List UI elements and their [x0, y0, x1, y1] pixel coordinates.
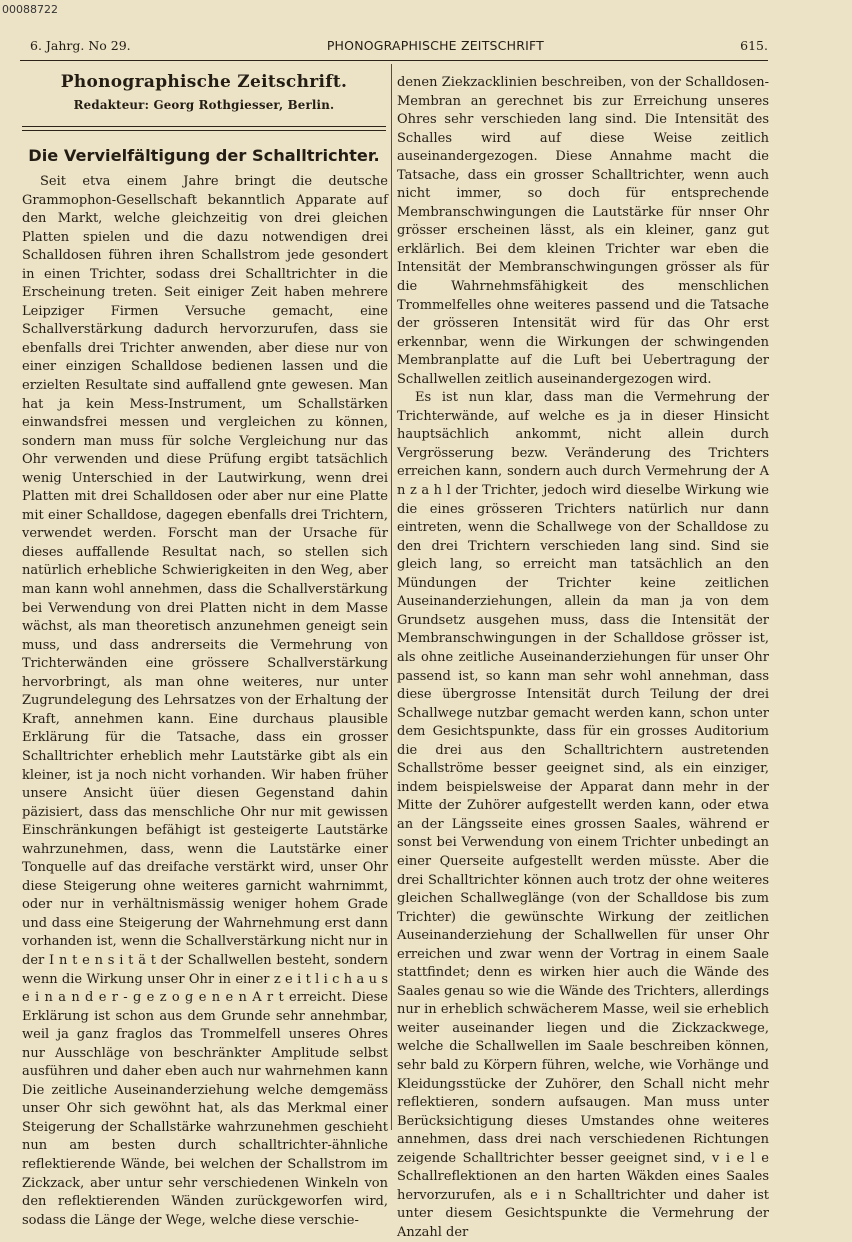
right-column-paragraph: Es ist nun klar, dass man die Vermehrung der Trichterwände, auf welche es ja in dieser Hinsicht hauptsächlich ankommt, nicht allein durch Vergrösserung bezw. Veränderung des Trichters erreichen kann, sondern auch durch Vermehrung der A n z a h l der Trichter, jedoch wird dieselbe Wirkung wie die eines grösseren Trichters natürlich nur dann eintreten, wenn die Schallwege von der Schalldose zu den drei Trichtern verschieden lang sind. Sind sie gleich lang, so erreicht man tatsächlich an den Mündungen der Trichter keine zeitlichen Auseinanderziehungen, allein da man ja von dem Grundsetz ausgehen muss, dass die Intensität der Membranschwingungen in der Schalldose grösser ist, als ohne zeitliche Auseinanderziehungen für unser Ohr passend ist, so kann man sehr wohl annehman, dass diese übergrosse Intensität durch Teilung der drei Schallwege nutzbar gemacht werden kann, schon unter dem Gesichtspunkte, dass für ein grosses Auditorium die drei aus den Schalltrichtern austretenden Schallströme besser geeignet sind, als ein einziger, indem beispielsweise der Apparat dann mehr in der Mitte der Zuhörer aufgestellt werden kann, oder etwa an der Längsseite eines grossen Saales, während er sonst bei Verwendung von einem Trichter unbedingt an einer Querseite aufgestellt werden müsste. Aber die drei Schalltrichter können auch trotz der ohne weiteres gleichen Schallweglänge (von der Schalldose bis zum Trichter) die gewünschte Wirkung der zeitlichen Auseinanderziehung der Schallwellen für unser Ohr erreichen und zwar wenn der Vortrag in einem Saale stattfindet; denn es wirken hier auch die Wände des Saales genau so wie die Wände des Trichters, allerdings nur in erheblich schwächerem Masse, weil sie erheblich weiter auseinander liegen und die Zickzackwege, welche die Schallwellen im Saale beschreiben können, sehr bald zu Körpern führen, welche, wie Vorhänge und Kleidungsstücke der Zuhörer, den Schall nicht mehr reflektieren, sondern aufsaugen. Man muss unter Berücksichtigung dieses Umstandes ohne weiteres annehmen, dass drei nach verschiedenen Richtungen zeigende Schalltrichter besser geeignet sind, v i e l e Schallreflektionen an den harten Wäkden eines Saales hervorzurufen, als e i n Schalltrichter und daher ist unter diesem Gesichtspunkte die Vermehrung der Anzahl der: [397, 390, 769, 1240]
right-column-continuation: denen Ziekzacklinien beschreiben, von der Schalldosen-Membran an gerechnet bis zur Erreichung unseres Ohres sehr verschieden lang sind. Die Intensität des Schalles wird auf diese Weise zeitlich auseinandergezogen. Diese Annahme macht die Tatsache, dass ein grosser Schalltrichter, wenn auch nicht immer, so doch für entsprechende Membranschwingungen die Lautstärke für nnser Ohr grösser erscheinen lässt, als ein kleiner, ganz gut erklärlich. Bei dem kleinen Trichter war eben die Intensität der Membranschwingungen grösser als für die Wahrnehmsfähigkeit des menschlichen Trommelfelles ohne weiteres passend und die Tatsache der grösseren Intensität wird für das Ohr erst erkennbar, wenn die Wirkungen der schwingenden Membranplatte auf die Luft bei Uebertragung der Schallwellen zeitlich auseinandergezogen wird.: [397, 75, 769, 387]
scan-id: 00088722: [2, 3, 58, 16]
column-divider: [391, 64, 392, 1130]
right-column: [397, 74, 769, 1242]
masthead: [22, 72, 386, 112]
masthead-name: Phonographische Zeitschrift.: [60, 72, 348, 92]
running-header: [30, 38, 768, 56]
article-title: Die Vervielfältigung der Schalltrichter.: [28, 146, 380, 165]
masthead-rule-bottom: [22, 130, 386, 131]
masthead-rule-top: [22, 126, 386, 127]
masthead-editor: Redakteur: Georg Rothgiesser, Berlin.: [73, 98, 335, 112]
header-rule: [20, 60, 768, 61]
journal-title: PHONOGRAPHISCHE ZEITSCHRIFT: [326, 38, 544, 53]
left-column: [22, 173, 388, 1230]
volume-issue: 6. Jahrg. No 29.: [30, 38, 131, 53]
page-number: 615.: [740, 38, 768, 53]
left-column-text: Seit etva einem Jahre bringt die deutsche Grammophon-Gesellschaft bekanntlich Apparate auf den Markt, welche gleichzeitig von drei gleichen Platten spielen und die dazu notwendigen drei Schalldosen führen ihren Schallstrom jede gesondert in einen Trichter, sodass drei Schalltrichter in die Erscheinung treten. Seit einiger Zeit haben mehrere Leipziger Firmen Versuche gemacht, eine Schallverstärkung dadurch hervorzurufen, dass sie ebenfalls drei Trichter anwenden, aber diese nur von einer einzigen Schalldose bedienen lassen und die erzielten Resultate sind auffallend gnte gewesen. Man hat ja kein Mess-Instrument, um Schallstärken einwandsfrei messen und vergleichen zu können, sondern man muss für solche Vergleichung nur das Ohr verwenden und diese Prüfung ergibt tatsächlich wenig Unterschied in der Lautwirkung, wenn drei Platten mit drei Schalldosen oder aber nur eine Platte mit einer Schalldose, dagegen ebenfalls drei Trichtern, verwendet werden. Forscht man der Ursache für dieses auffallende Resultat nach, so stellen sich natürlich erhebliche Schwierigkeiten in den Weg, aber man kann wohl annehmen, dass die Schallverstärkung bei Verwendung von drei Platten nicht in dem Masse wächst, als man theoretisch anzunehmen geneigt sein muss, und dass andrerseits die Vermehrung von Trichterwänden eine grössere Schallverstärkung hervorbringt, als man ohne weiteres, nur unter Zugrundelegung des Lehrsatzes von der Erhaltung der Kraft, annehmen kann. Eine durchaus plausible Erklärung für die Tatsache, dass ein grosser Schalltrichter erheblich mehr Lautstärke gibt als ein kleiner, ist ja noch nicht vorhanden. Wir haben früher unsere Ansicht üüer diesen Gegenstand dahin päzisiert, dass das menschliche Ohr nur mit gewissen Einschränkungen befähigt ist gesteigerte Lautstärke wahrzunehmen, dass, wenn die Lautstärke einer Tonquelle auf das dreifache verstärkt wird, unser Ohr diese Steigerung ohne weiteres garnicht wahrnimmt, oder nur in verhältnismässig weniger hohem Grade und dass eine Steigerung der Wahrnehmung erst dann vorhanden ist, wenn die Schallverstärkung nicht nur in der I n t e n s i t ä t der Schallwellen besteht, sondern wenn die Wirkung unser Ohr in einer z e i t l i c h a u s e i n a n d e r - g e z o g e n e n A r t erreicht. Diese Erklärung ist schon aus dem Grunde sehr annehmbar, weil ja ganz fraglos das Trommelfell unseres Ohres nur Ausschläge von beschränkter Amplitude selbst ausführen und daher eben auch nur wahrnehmen kann Die zeitliche Auseinanderziehung welche demgemäss unser Ohr sich gewöhnt hat, als das Merkmal einer Steigerung der Schallstärke wahrzunehmen geschieht nun am besten durch schalltrichter-ähnliche reflektierende Wände, bei welchen der Schallstrom im Zickzack, aber untur sehr verschiedenen Winkeln von den reflektierenden Wänden zurückgeworfen wird, sodass die Länge der Wege, welche diese verschie-: [22, 174, 388, 1228]
